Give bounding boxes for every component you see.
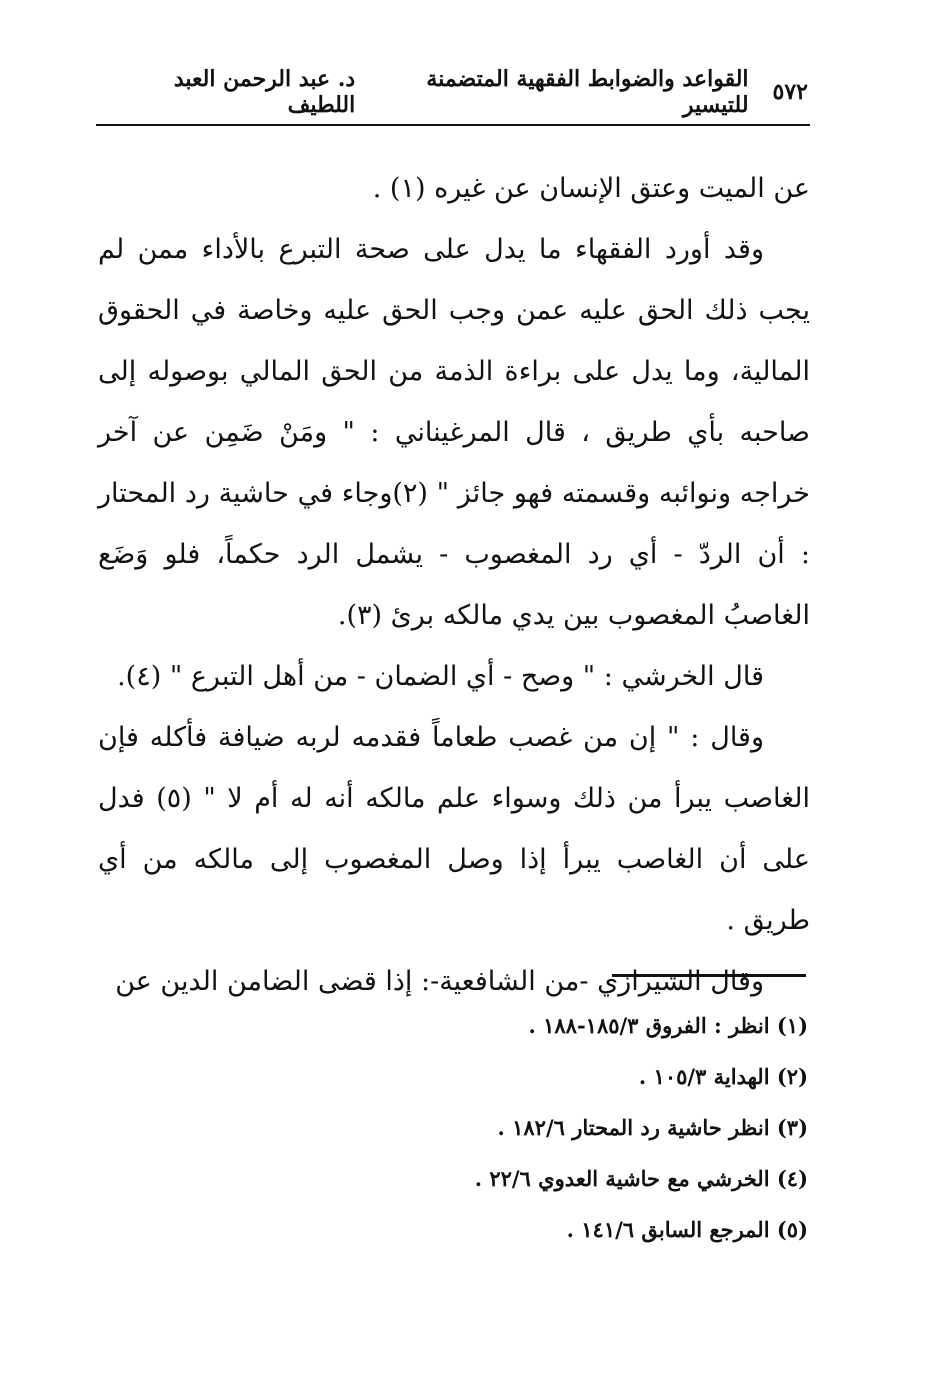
- paragraph: عن الميت وعتق الإنسان عن غيره (١) .: [372, 173, 810, 204]
- book-title: القواعد والضوابط الفقهية المتضمنة للتيسير: [426, 66, 749, 118]
- footnote: (٤) الخرشي مع حاشية العدوي ٢٢/٦ .: [474, 1166, 808, 1191]
- header-divider: [96, 124, 810, 126]
- footnote: (٣) انظر حاشية رد المحتار ١٨٢/٦ .: [497, 1115, 808, 1140]
- page-number: ٥٧٢: [772, 79, 808, 105]
- footnote: (٢) الهداية ١٠٥/٣ .: [638, 1064, 808, 1089]
- paragraph: وقد أورد الفقهاء ما يدل على صحة التبرع بالأداء ممن لم يجب ذلك الحق عليه عمن وجب الحق عليه وخاصة في الحقوق المالية، وما يدل على براءة الذمة من الحق المالي بوصوله إلى صاحبه بأي طريق ، قال المرغيناني : " ومَنْ ضَمِن عن آخر خراجه ونوائبه وقسمته فهو جائز " (٢)وجاء في حاشية رد المحتار : أن الردّ - أي رد المغصوب - يشمل الرد حكماً، فلو وَضَع الغاصبُ المغصوب بين يدي مالكه برئ (٣).: [98, 234, 810, 631]
- footnote: (٥) المرجع السابق ١٤١/٦ .: [566, 1217, 808, 1242]
- paragraph: قال الخرشي : " وصح - أي الضمان - من أهل التبرع " (٤).: [117, 661, 764, 692]
- main-text: [98, 158, 810, 1012]
- header-title-group: [100, 66, 749, 118]
- paragraph: وقال الشيرازي -من الشافعية-: إذا قضى الضامن الدين عن: [115, 966, 764, 997]
- footnote: (١) انظر : الفروق ١٨٥/٣-١٨٨ .: [528, 1013, 808, 1038]
- running-header: [100, 66, 808, 118]
- author-name: د. عبد الرحمن العبد اللطيف: [173, 66, 356, 118]
- footnote-divider: [612, 974, 806, 977]
- paragraph: وقال : " إن من غصب طعاماً فقدمه لربه ضيافة فأكله فإن الغاصب يبرأ من ذلك وسواء علم مالكه أنه له أم لا " (٥) فدل على أن الغاصب يبرأ إذا وصل المغصوب إلى مالكه من أي طريق .: [98, 722, 810, 936]
- footnotes-list: [208, 1000, 808, 1255]
